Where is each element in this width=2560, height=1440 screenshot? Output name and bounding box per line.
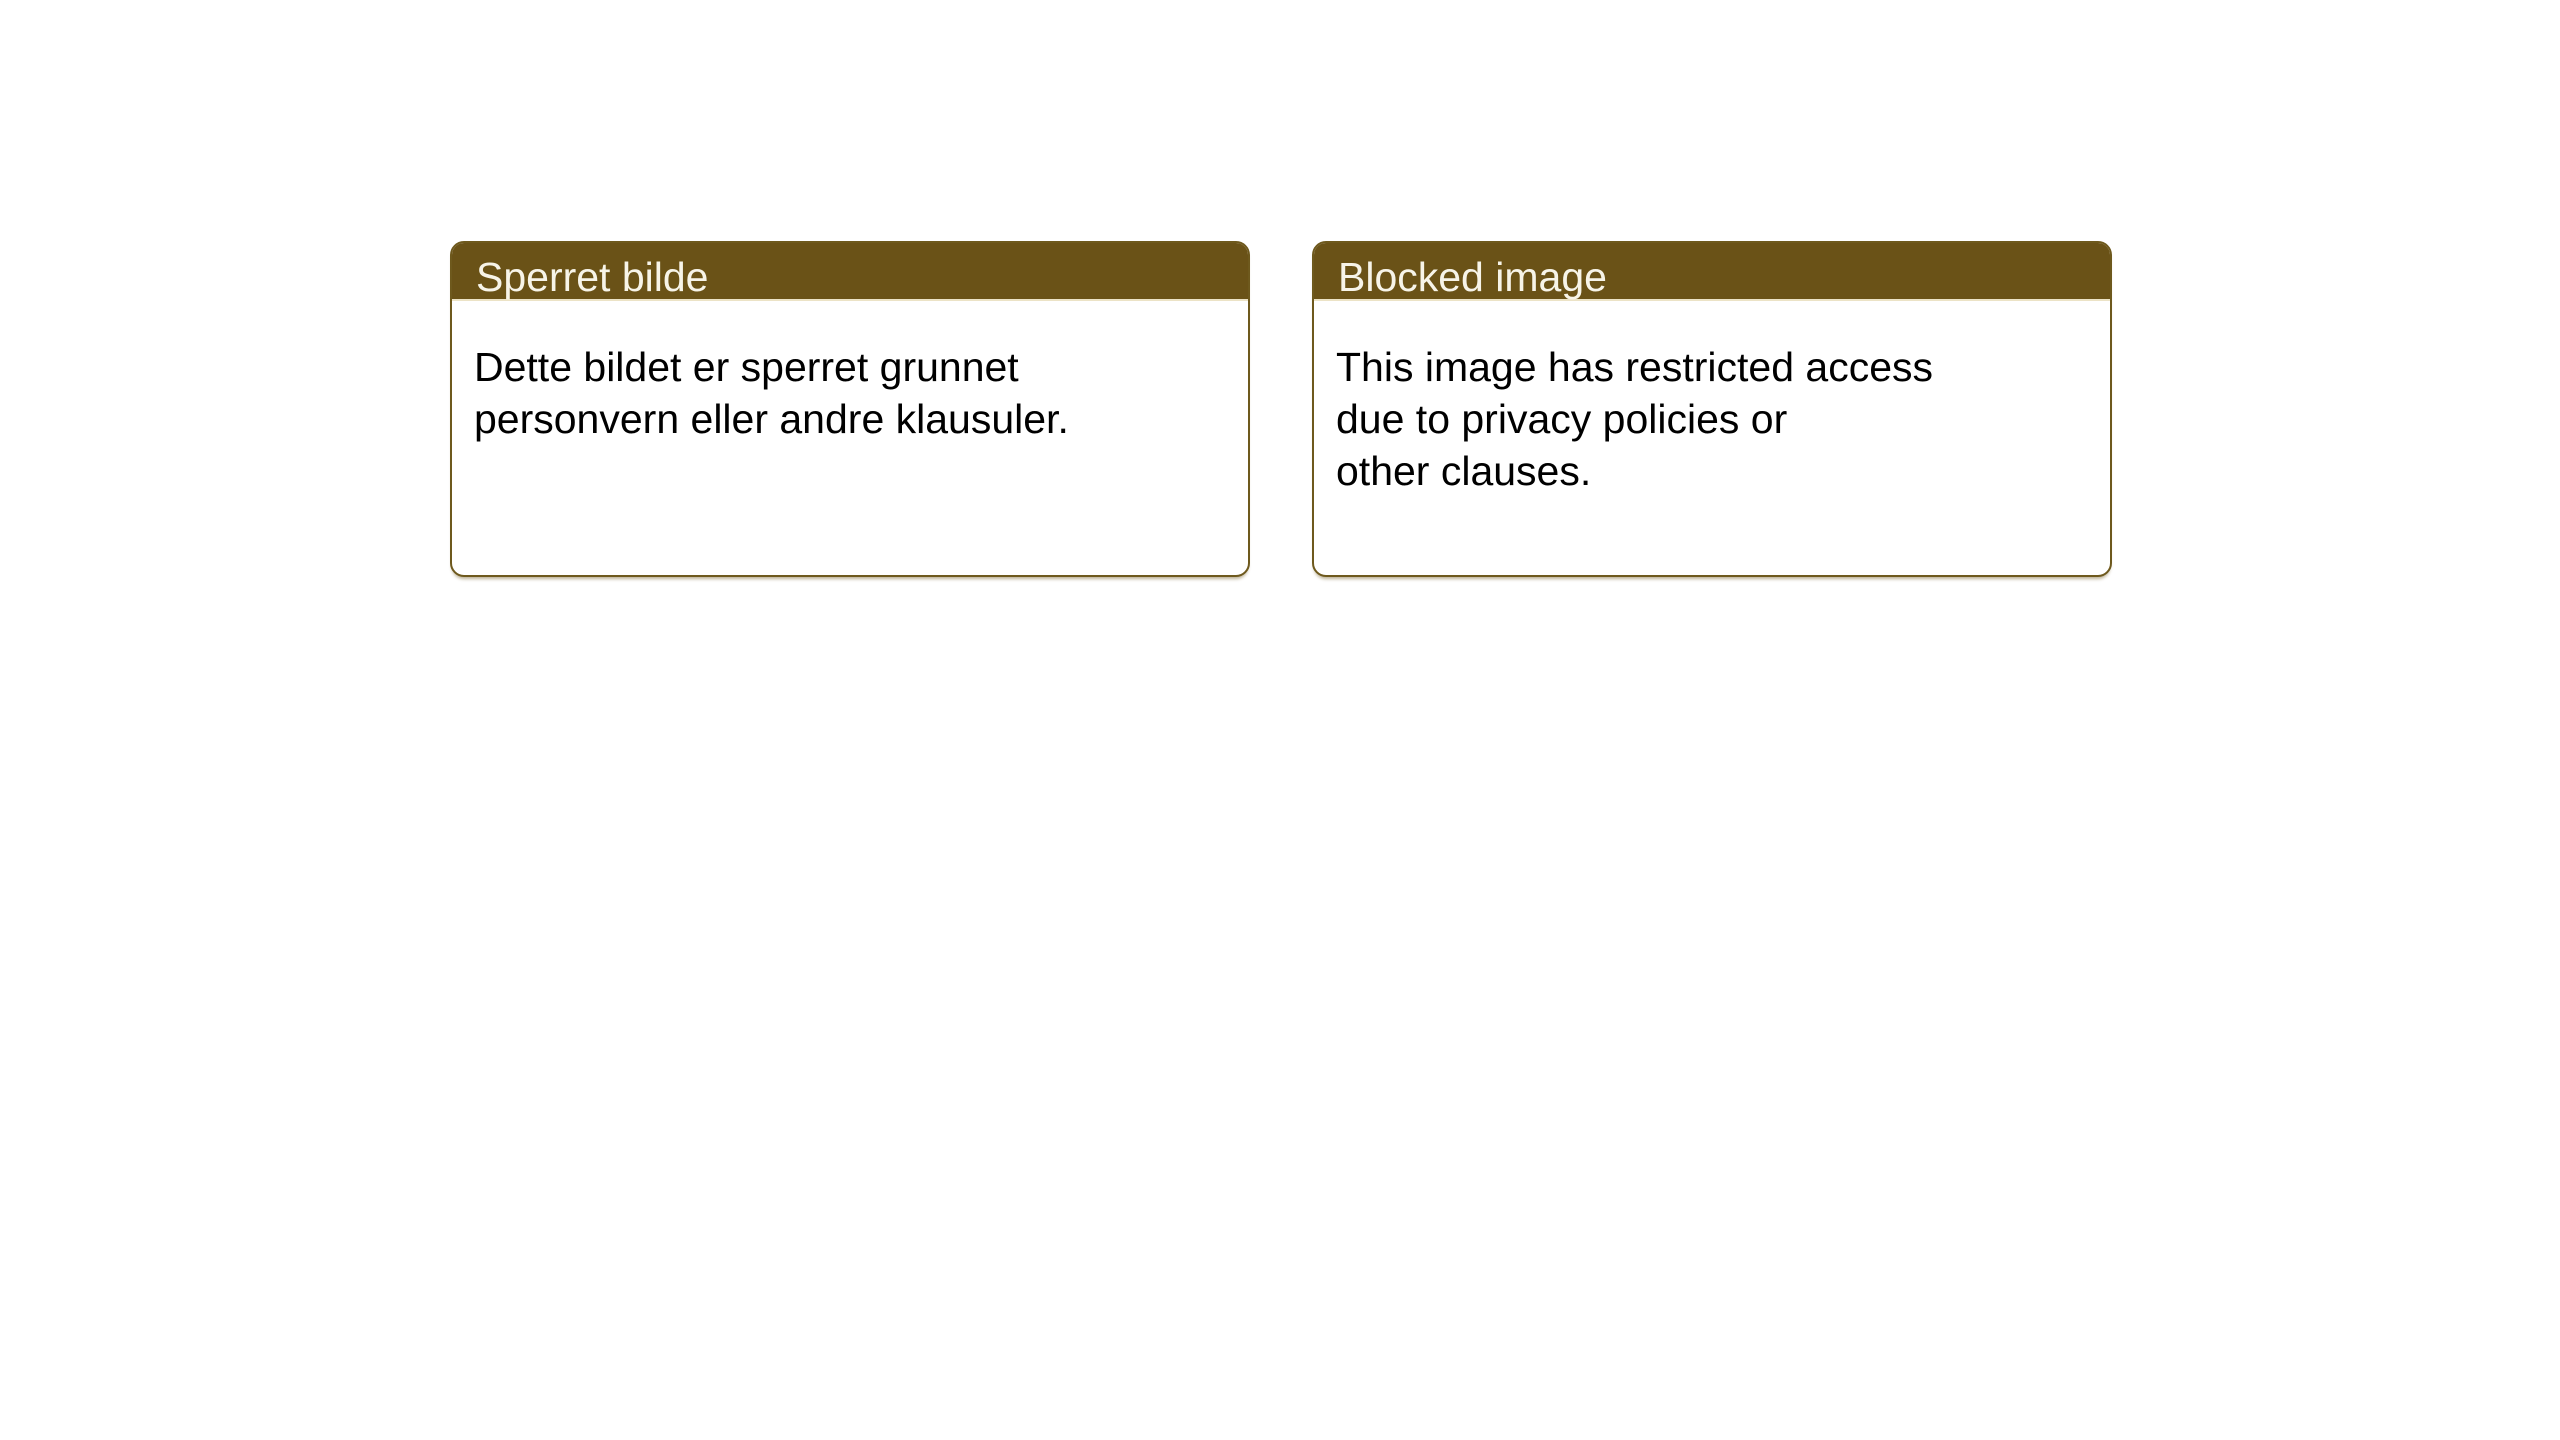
card-title-english: Blocked image	[1338, 254, 1607, 301]
card-title-norwegian: Sperret bilde	[476, 254, 709, 301]
notice-text-line: personvern eller andre klausuler.	[474, 396, 1069, 442]
card-header-english	[1314, 243, 2110, 301]
card-body-english	[1314, 301, 2110, 497]
blocked-image-card-english	[1312, 241, 2112, 577]
blocked-image-card-norwegian	[450, 241, 1250, 577]
notice-text-line: other clauses.	[1336, 448, 1592, 494]
notice-text-line: This image has restricted access	[1336, 344, 1934, 390]
card-body-norwegian	[452, 301, 1248, 445]
card-header-norwegian	[452, 243, 1248, 301]
notice-text-line: Dette bildet er sperret grunnet	[474, 344, 1019, 390]
notice-text-line: due to privacy policies or	[1336, 396, 1788, 442]
